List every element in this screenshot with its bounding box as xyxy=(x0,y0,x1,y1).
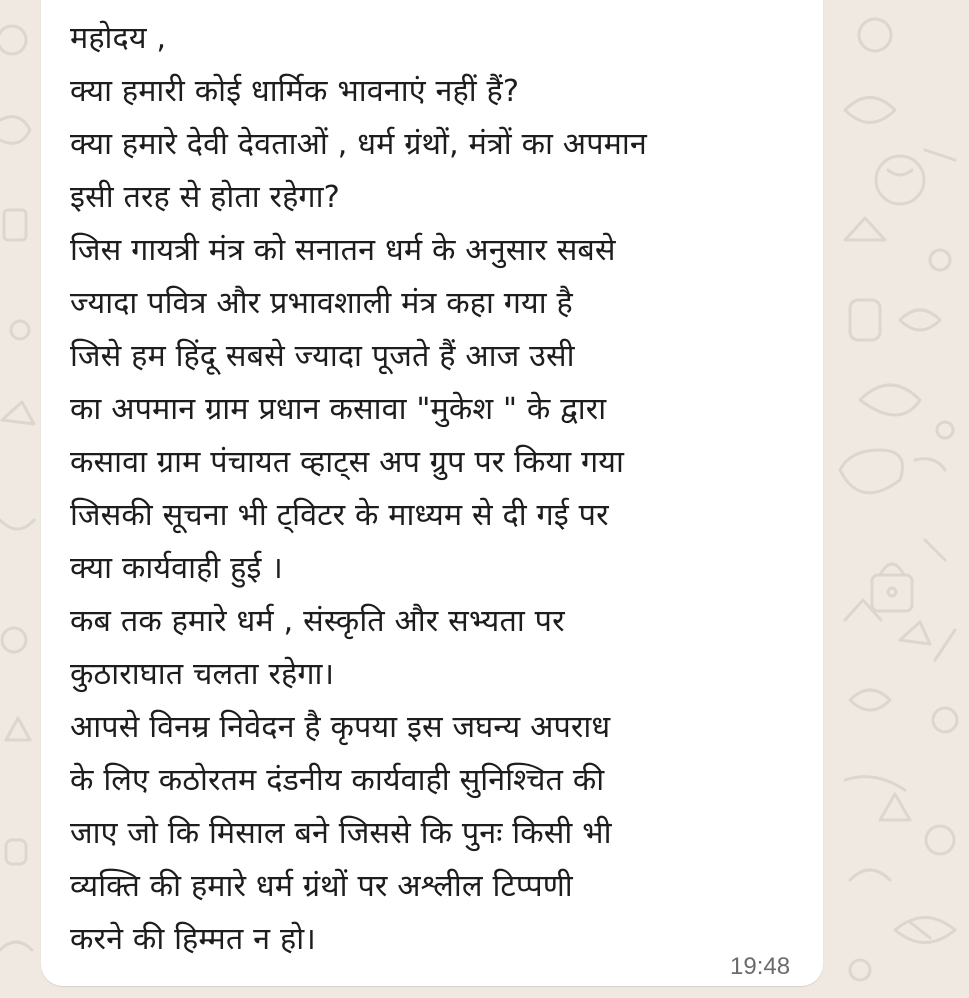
message-line: जाए जो कि मिसाल बने जिससे कि पुनः किसी भी xyxy=(70,816,612,851)
message-line: करने की हिम्मत न हो। xyxy=(70,922,316,957)
message-line: जिसकी सूचना भी ट्विटर के माध्यम से दी गई पर xyxy=(70,498,609,533)
message-line: आपसे विनम्र निवेदन है कृपया इस जघन्य अपराध xyxy=(70,710,611,745)
message-line: व्यक्ति की हमारे धर्म ग्रंथों पर अश्लील टिप्पणी xyxy=(70,869,573,904)
message-line: इसी तरह से होता रहेगा? xyxy=(70,180,340,215)
message-line: क्या हमारे देवी देवताओं , धर्म ग्रंथों, मंत्रों का अपमान xyxy=(70,127,647,162)
message-line: महोदय , xyxy=(70,21,167,56)
message-line: क्या कार्यवाही हुई । xyxy=(70,551,283,586)
message-line: का अपमान ग्राम प्रधान कसावा "मुकेश " के द्वारा xyxy=(70,392,607,427)
message-line: क्या हमारी कोई धार्मिक भावनाएं नहीं हैं? xyxy=(70,74,520,109)
message-line: जिसे हम हिंदू सबसे ज्यादा पूजते हैं आज उसी xyxy=(70,339,575,374)
message-line: ज्यादा पवित्र और प्रभावशाली मंत्र कहा गया है xyxy=(70,286,573,321)
message-line: के लिए कठोरतम दंडनीय कार्यवाही सुनिश्चित की xyxy=(70,763,605,798)
message-line: कसावा ग्राम पंचायत व्हाट्स अप ग्रुप पर किया गया xyxy=(70,445,624,480)
message-line: कब तक हमारे धर्म , संस्कृति और सभ्यता पर xyxy=(70,604,565,639)
message-text xyxy=(70,12,810,966)
message-line: कुठाराघात चलता रहेगा। xyxy=(70,657,335,692)
message-line: जिस गायत्री मंत्र को सनातन धर्म के अनुसार सबसे xyxy=(70,233,616,268)
message-timestamp: 19:48 xyxy=(730,953,791,980)
